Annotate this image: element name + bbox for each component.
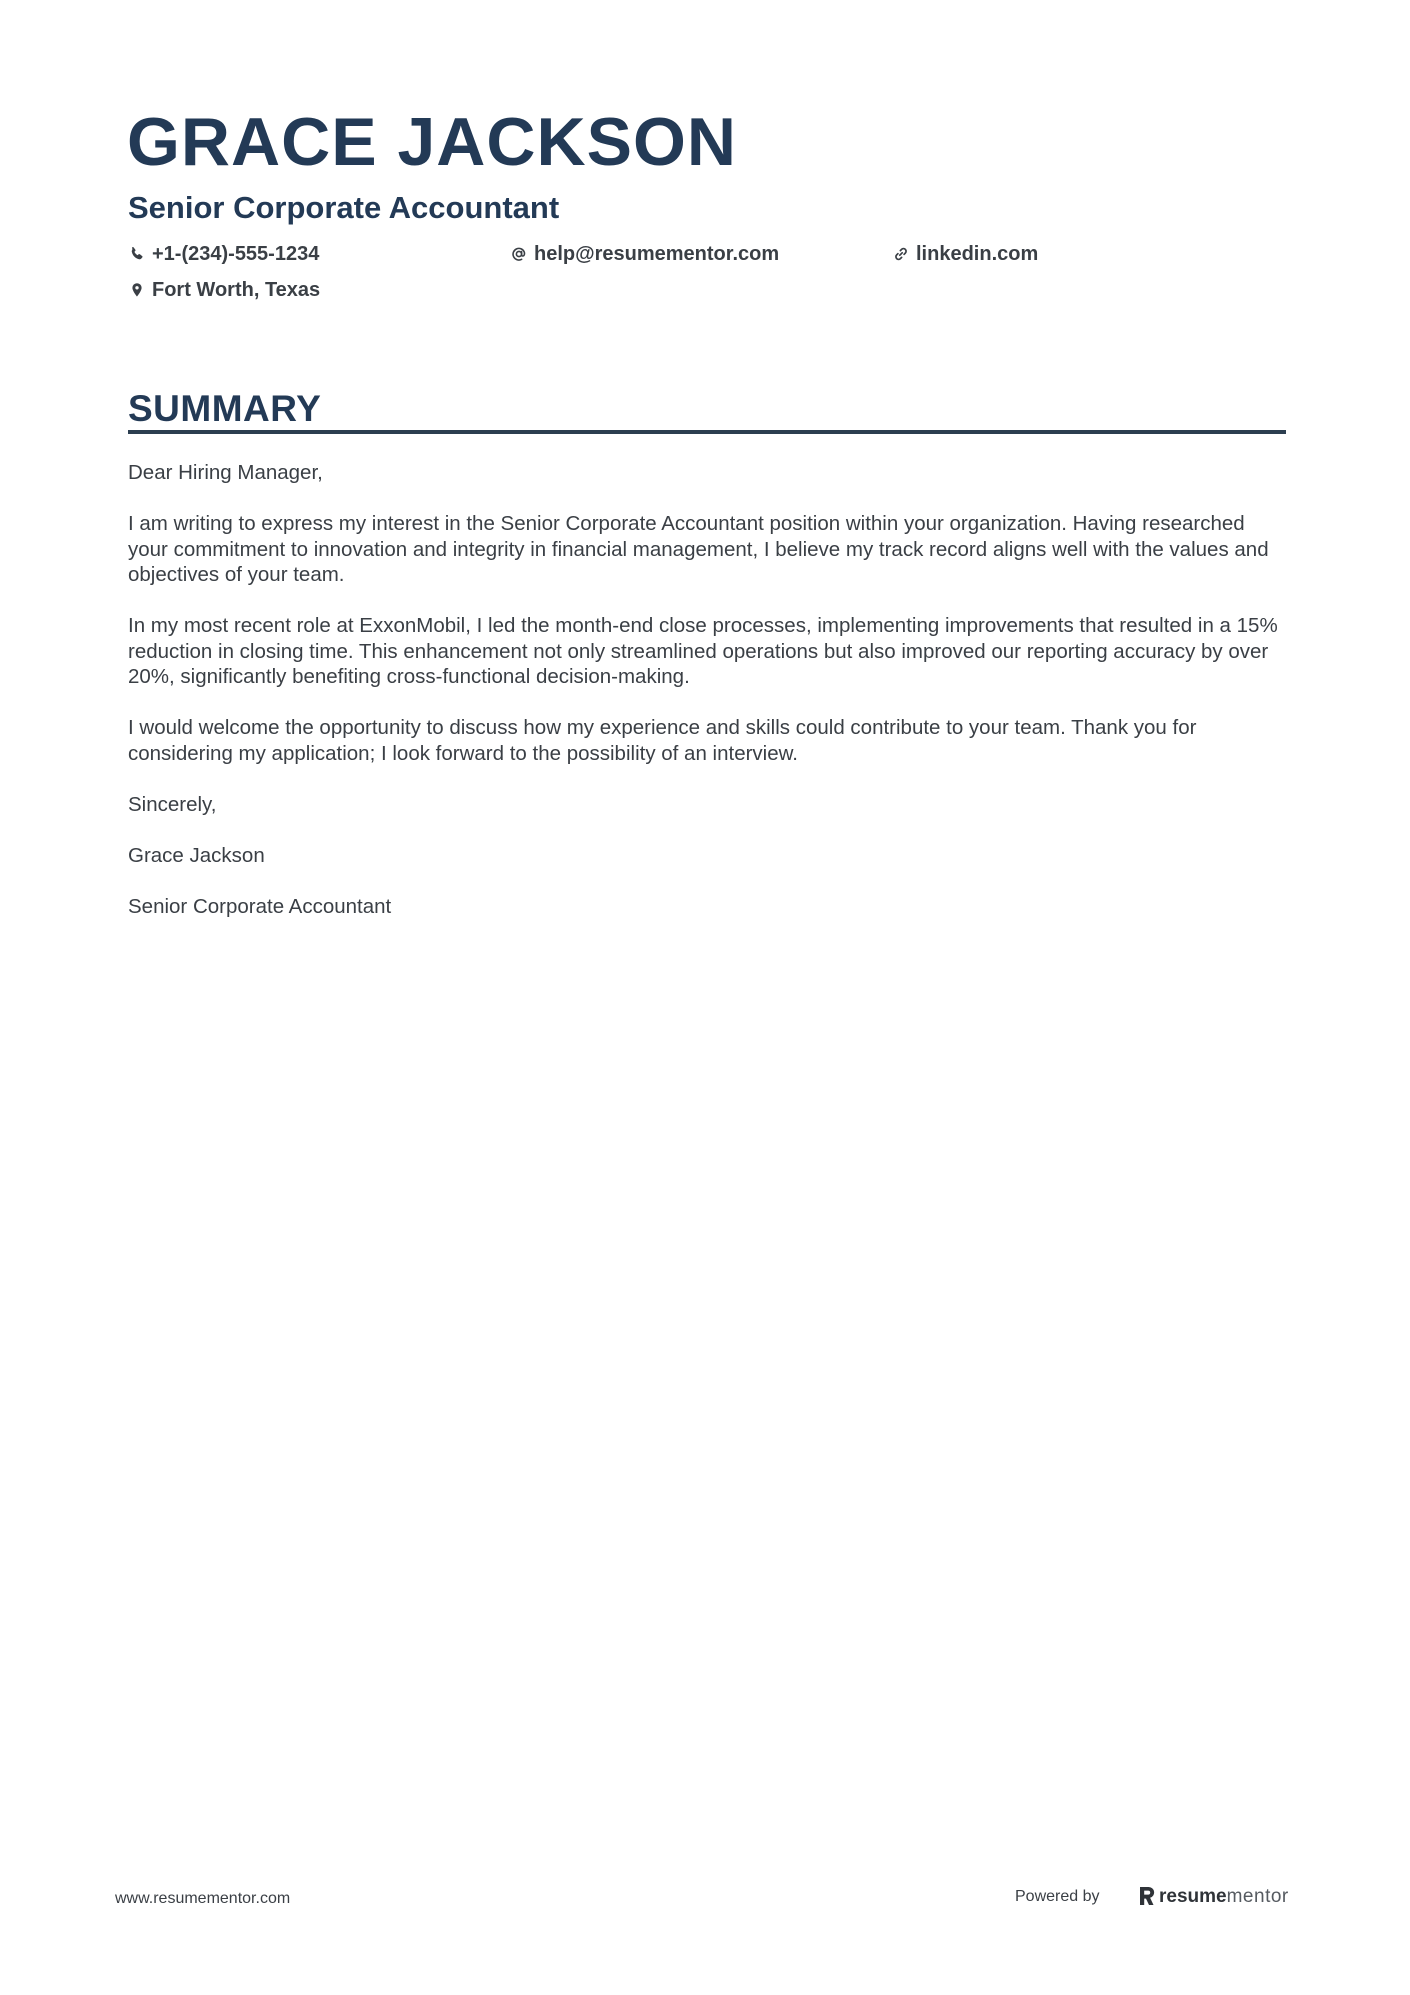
candidate-title: Senior Corporate Accountant (128, 190, 560, 225)
contact-link (892, 244, 1038, 264)
brand-word-light: mentor (1226, 1885, 1289, 1907)
map-pin-icon (128, 281, 146, 299)
contact-email (510, 244, 779, 264)
letter-paragraph: I am writing to express my interest in the Senior Corporate Accountant position within your organization. Having researched your commitment to innovation and integrity in financial management, I believe my track record aligns well with the values and objectives of your team. (128, 512, 1269, 586)
link-icon (892, 245, 910, 263)
location-text: Fort Worth, Texas (152, 279, 321, 301)
signature-title: Senior Corporate Accountant (128, 894, 392, 918)
resumementor-logo-icon (1138, 1885, 1156, 1907)
signature-name: Grace Jackson (128, 843, 265, 867)
footer-url[interactable]: www.resumementor.com (115, 1890, 291, 1907)
letter-greeting: Dear Hiring Manager, (128, 461, 323, 484)
link-text: linkedin.com (916, 243, 1039, 265)
section-divider (128, 430, 1286, 434)
letter-paragraph: In my most recent role at ExxonMobil, I led the month-end close processes, implementing improvements that resulted in a 15% reduction in closing time. This enhancement not only streamlined operations but also improved our reporting accuracy by over 20%, significantly benefiting cross-functional decision-making. (128, 614, 1278, 688)
letter-body (128, 460, 1288, 945)
brand-word-bold: resume (1159, 1885, 1227, 1907)
phone-icon (128, 245, 146, 263)
phone-text: +1-(234)-555-1234 (152, 243, 320, 265)
letter-paragraph: I would welcome the opportunity to discuss how my experience and skills could contribute to your team. Thank you for considering my application; I look forward to the possibility of an interview. (128, 716, 1197, 765)
letter-closing: Sincerely, (128, 792, 217, 816)
candidate-name: GRACE JACKSON (127, 104, 737, 180)
contact-location (128, 280, 320, 300)
at-icon (510, 245, 528, 263)
summary-heading: SUMMARY (128, 388, 322, 429)
email-text: help@resumementor.com (534, 243, 780, 265)
powered-by-label: Powered by (1015, 1888, 1100, 1905)
brand-logo[interactable] (1138, 1885, 1289, 1907)
contact-phone (128, 244, 319, 264)
